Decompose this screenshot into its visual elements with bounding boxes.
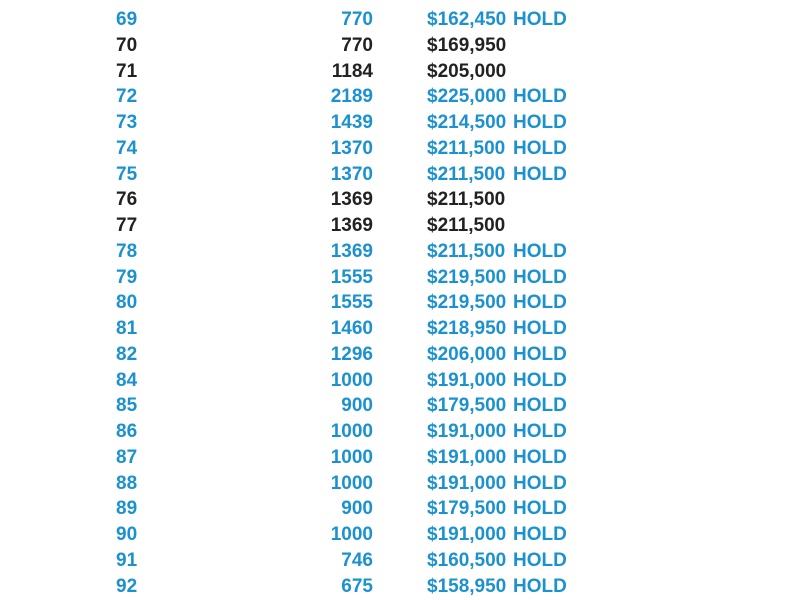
lot-number: 71 [116,60,138,82]
lot-number: 87 [116,446,138,468]
status-label: HOLD [513,575,567,597]
status-label: HOLD [513,446,567,468]
price: $211,500 [427,240,506,262]
table-row [0,574,800,600]
table-row [0,33,800,59]
lot-number: 69 [116,9,138,30]
price: $211,500 [427,215,506,236]
square-footage: 1369 [330,215,373,236]
table-row [0,162,800,188]
table-row [0,548,800,574]
lot-number: 92 [116,575,138,597]
status-label: HOLD [513,266,567,288]
square-footage: 1000 [330,524,373,545]
lot-number: 75 [116,163,138,185]
table-row [0,419,800,445]
price: $158,950 [427,575,507,597]
status-label: HOLD [513,9,567,30]
price: $219,500 [427,266,507,288]
lot-number: 74 [116,137,138,159]
table-row [0,7,800,33]
price: $169,950 [427,34,507,56]
price: $191,000 [427,369,507,391]
price: $191,000 [427,446,507,468]
table-row [0,496,800,522]
price: $218,950 [427,318,507,339]
lot-number: 84 [116,369,138,391]
table-row [0,136,800,162]
lot-number: 76 [116,189,138,211]
price: $191,000 [427,524,507,545]
status-label: HOLD [513,137,567,159]
square-footage: 1369 [330,189,373,211]
lot-number: 91 [116,549,138,571]
square-footage: 1000 [330,369,373,391]
table-row [0,445,800,471]
lot-number: 80 [116,292,138,314]
table-row [0,393,800,419]
square-footage: 2189 [330,86,373,108]
status-label: HOLD [513,395,567,417]
lot-number: 78 [116,240,138,262]
lot-number: 72 [116,86,138,108]
lot-number: 85 [116,395,138,417]
table-row [0,290,800,316]
table-row [0,368,800,394]
square-footage: 1000 [330,472,373,494]
square-footage: 900 [341,498,373,520]
square-footage: 1370 [330,163,373,185]
price: $211,500 [427,189,506,211]
table-row [0,213,800,239]
square-footage: 1460 [330,318,373,339]
lot-number: 88 [116,472,138,494]
lot-number: 77 [116,215,138,236]
square-footage: 900 [341,395,373,417]
table-row [0,316,800,342]
square-footage: 675 [341,575,373,597]
lot-number: 73 [116,112,138,133]
price: $206,000 [427,343,507,365]
status-label: HOLD [513,86,567,108]
square-footage: 1369 [330,240,373,262]
status-label: HOLD [513,369,567,391]
price: $225,000 [427,86,507,108]
price: $162,450 [427,9,507,30]
table-row [0,59,800,85]
lot-number: 70 [116,34,138,56]
square-footage: 1000 [330,446,373,468]
square-footage: 746 [341,549,373,571]
price: $214,500 [427,112,507,133]
table-row [0,187,800,213]
status-label: HOLD [513,549,567,571]
square-footage: 1184 [331,60,373,82]
status-label: HOLD [513,318,567,339]
status-label: HOLD [513,163,567,185]
status-label: HOLD [513,112,567,133]
lot-number: 89 [116,498,138,520]
price: $191,000 [427,421,507,442]
lot-number: 86 [116,421,138,442]
price: $219,500 [427,292,507,314]
price: $191,000 [427,472,507,494]
price: $179,500 [427,498,507,520]
lot-number: 79 [116,266,138,288]
square-footage: 1296 [330,343,373,365]
price: $211,500 [427,137,506,159]
square-footage: 1555 [330,266,373,288]
price: $211,500 [427,163,506,185]
price: $179,500 [427,395,507,417]
status-label: HOLD [513,472,567,494]
table-row [0,110,800,136]
table-row [0,522,800,548]
status-label: HOLD [513,240,567,262]
status-label: HOLD [513,524,567,545]
table-row [0,471,800,497]
square-footage: 1000 [330,421,373,442]
table-row [0,265,800,291]
lot-number: 90 [116,524,138,545]
square-footage: 1370 [330,137,373,159]
status-label: HOLD [513,343,567,365]
square-footage: 1439 [330,112,373,133]
table-row [0,342,800,368]
table-row [0,84,800,110]
price: $205,000 [427,60,507,82]
square-footage: 1555 [330,292,373,314]
lot-number: 81 [116,318,138,339]
status-label: HOLD [513,292,567,314]
lot-number: 82 [116,343,138,365]
square-footage: 770 [341,34,373,56]
square-footage: 770 [341,9,373,30]
status-label: HOLD [513,421,567,442]
price: $160,500 [427,549,507,571]
status-label: HOLD [513,498,567,520]
table-row [0,239,800,265]
